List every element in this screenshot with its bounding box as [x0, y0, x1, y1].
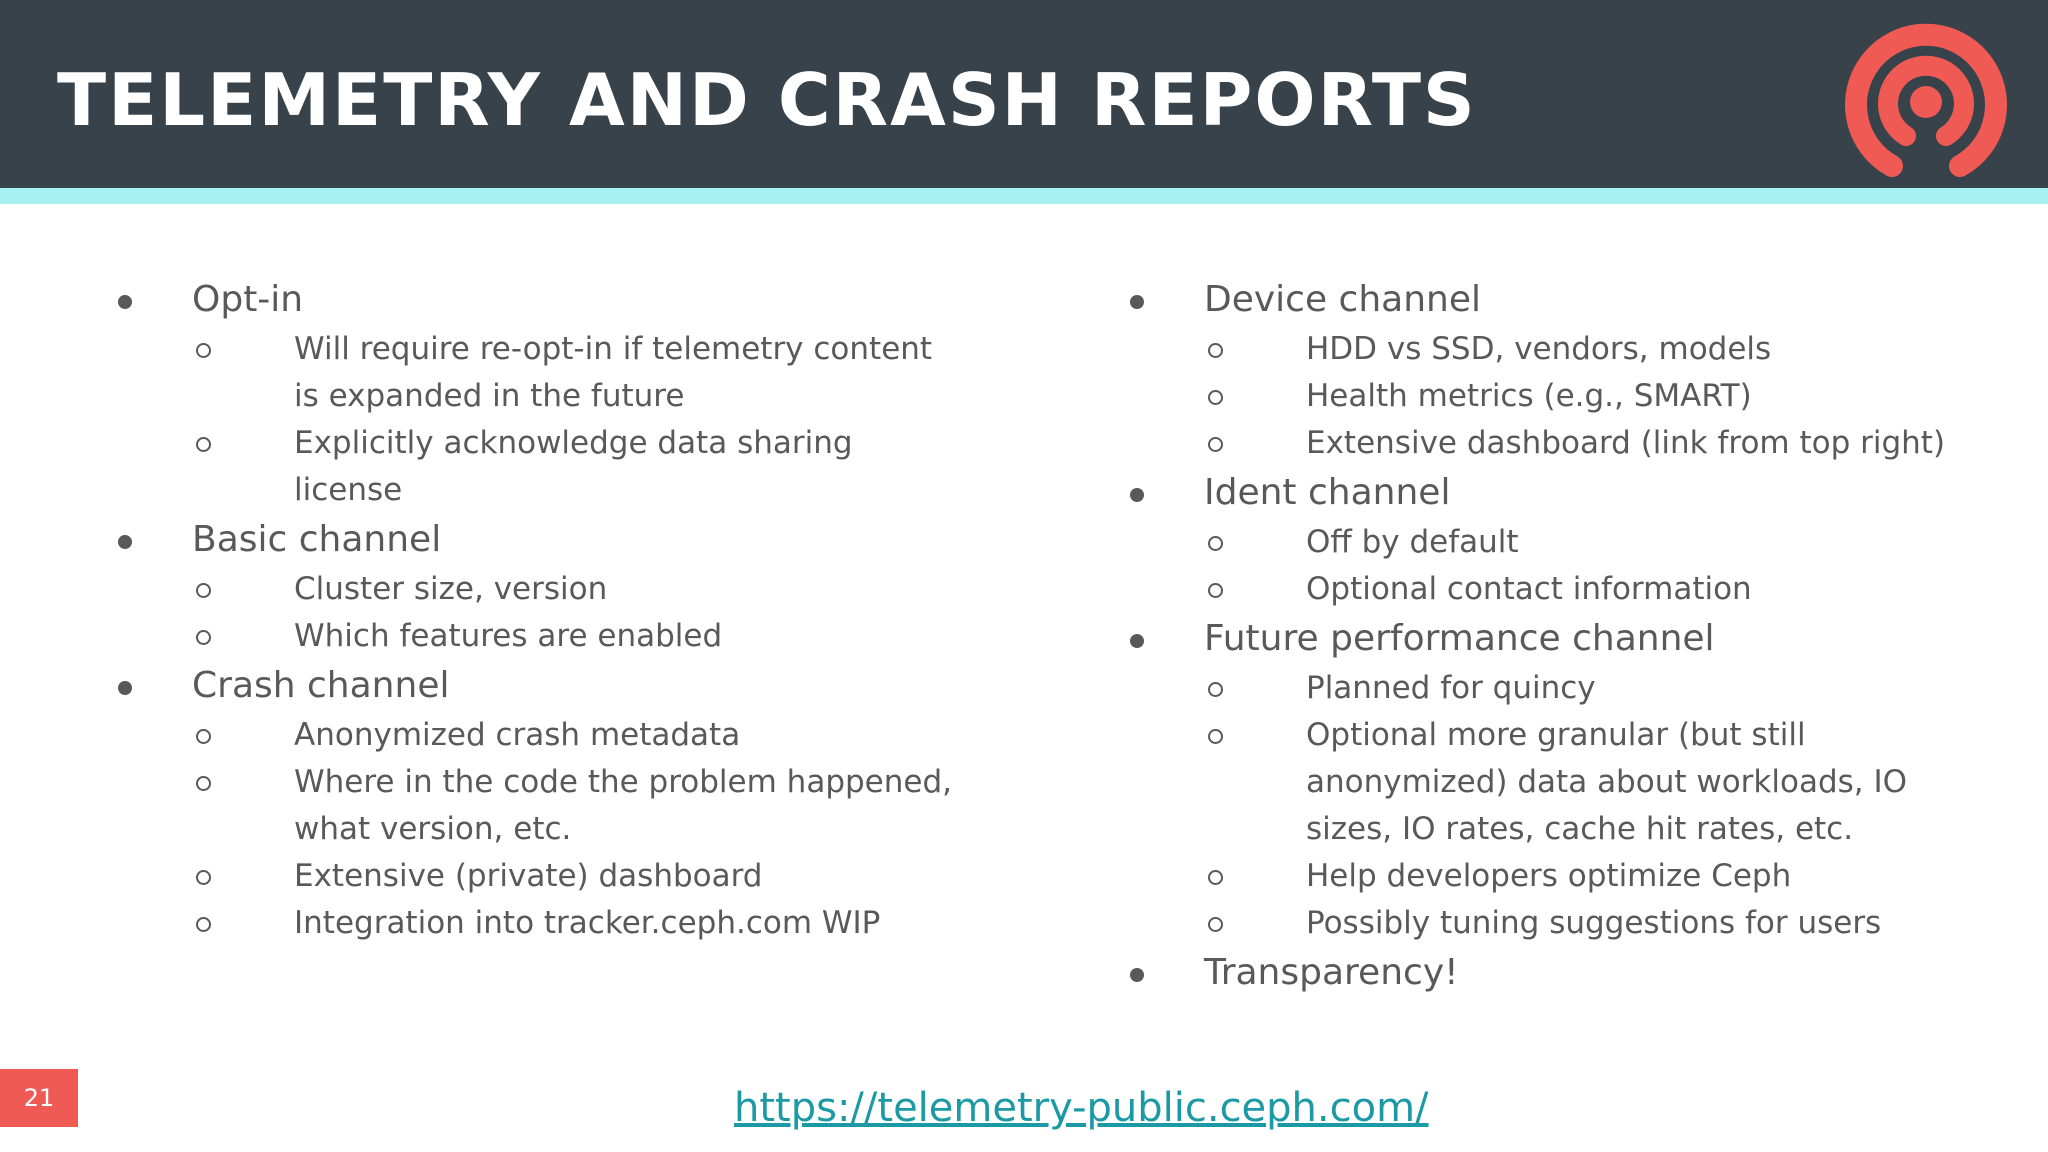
slide-title: TELEMETRY AND CRASH REPORTS — [57, 58, 1477, 142]
bullet-dot-icon — [1130, 488, 1144, 502]
sub-bullet-item — [1204, 900, 2008, 947]
sub-bullet-item — [1204, 566, 2008, 613]
bullet-dot-icon — [1130, 968, 1144, 982]
bullet-dot-icon — [118, 535, 132, 549]
hollow-circle-bullet-icon — [196, 870, 211, 885]
hollow-circle-bullet-icon — [1208, 390, 1223, 405]
sub-bullet-item — [1204, 373, 2008, 420]
sub-list — [192, 326, 956, 514]
sub-bullet-text: Where in the code the problem happened, — [294, 764, 952, 800]
sub-bullet-text: sizes, IO rates, cache hit rates, etc. — [1306, 811, 1854, 847]
sub-bullet-text: Health metrics (e.g., SMART) — [1306, 378, 1752, 414]
sub-bullet-text: Off by default — [1306, 524, 1519, 560]
bullet-item — [116, 514, 956, 660]
sub-bullet-text: Anonymized crash metadata — [294, 717, 741, 753]
header-stripe — [0, 188, 2048, 204]
hollow-circle-bullet-icon — [1208, 917, 1223, 932]
sub-bullet-item — [1204, 420, 2008, 467]
sub-bullet-item — [192, 326, 956, 420]
sub-bullet-item — [1204, 665, 2008, 712]
sub-bullet-item — [192, 566, 956, 613]
sub-bullet-text: Explicitly acknowledge data sharing — [294, 425, 853, 461]
sub-bullet-text: Which features are enabled — [294, 618, 723, 654]
sub-bullet-text: is expanded in the future — [294, 378, 685, 414]
bullet-label: Transparency! — [1204, 952, 1459, 993]
sub-list — [192, 712, 956, 947]
page-number: 21 — [0, 1069, 78, 1127]
bullet-item — [1128, 947, 2008, 999]
bullet-label: Future performance channel — [1204, 618, 1715, 659]
sub-bullet-text: Extensive (private) dashboard — [294, 858, 763, 894]
sub-bullet-item — [1204, 853, 2008, 900]
sub-bullet-text: Cluster size, version — [294, 571, 608, 607]
sub-bullet-item — [192, 613, 956, 660]
hollow-circle-bullet-icon — [196, 776, 211, 791]
sub-bullet-item — [1204, 712, 2008, 853]
bullet-item — [1128, 467, 2008, 613]
hollow-circle-bullet-icon — [1208, 437, 1223, 452]
hollow-circle-bullet-icon — [196, 343, 211, 358]
bullet-label: Ident channel — [1204, 472, 1451, 513]
sub-bullet-item — [192, 900, 956, 947]
hollow-circle-bullet-icon — [196, 583, 211, 598]
bullet-label: Basic channel — [192, 519, 442, 560]
sub-bullet-text: Optional contact information — [1306, 571, 1752, 607]
sub-bullet-item — [192, 712, 956, 759]
sub-list — [192, 566, 956, 660]
bullet-dot-icon — [1130, 634, 1144, 648]
sub-bullet-text: what version, etc. — [294, 811, 572, 847]
bullet-item — [116, 274, 956, 514]
sub-bullet-item — [1204, 519, 2008, 566]
bullet-item — [1128, 274, 2008, 467]
sub-list — [1204, 665, 2008, 947]
sub-bullet-text: Help developers optimize Ceph — [1306, 858, 1792, 894]
sub-bullet-text: anonymized) data about workloads, IO — [1306, 764, 1908, 800]
bullet-item — [1128, 613, 2008, 947]
left-column — [116, 274, 956, 947]
sub-bullet-text: license — [294, 472, 403, 508]
bullet-dot-icon — [118, 295, 132, 309]
right-column — [1128, 274, 2008, 999]
sub-bullet-item — [192, 420, 956, 514]
hollow-circle-bullet-icon — [1208, 870, 1223, 885]
hollow-circle-bullet-icon — [1208, 536, 1223, 551]
sub-bullet-text: Integration into tracker.ceph.com WIP — [294, 905, 881, 941]
bullet-label: Crash channel — [192, 665, 450, 706]
sub-bullet-item — [192, 759, 956, 853]
hollow-circle-bullet-icon — [196, 729, 211, 744]
sub-bullet-text: Optional more granular (but still — [1306, 717, 1806, 753]
hollow-circle-bullet-icon — [196, 630, 211, 645]
bullet-label: Device channel — [1204, 279, 1482, 320]
sub-bullet-item — [1204, 326, 2008, 373]
logo-center-dot — [1910, 86, 1942, 118]
sub-bullet-text: Possibly tuning suggestions for users — [1306, 905, 1882, 941]
hollow-circle-bullet-icon — [1208, 343, 1223, 358]
sub-bullet-text: Will require re-opt-in if telemetry content — [294, 331, 933, 367]
sub-list — [1204, 326, 2008, 467]
ceph-logo-icon — [1840, 14, 2012, 186]
hollow-circle-bullet-icon — [1208, 729, 1223, 744]
bullet-dot-icon — [1130, 295, 1144, 309]
sub-bullet-text: Extensive dashboard (link from top right) — [1306, 425, 1946, 461]
hollow-circle-bullet-icon — [1208, 583, 1223, 598]
hollow-circle-bullet-icon — [196, 917, 211, 932]
bullet-dot-icon — [118, 681, 132, 695]
bullet-label: Opt-in — [192, 279, 304, 320]
bullet-item — [116, 660, 956, 947]
hollow-circle-bullet-icon — [196, 437, 211, 452]
hollow-circle-bullet-icon — [1208, 682, 1223, 697]
telemetry-link[interactable]: https://telemetry-public.ceph.com/ — [734, 1085, 1429, 1131]
sub-list — [1204, 519, 2008, 613]
sub-bullet-text: Planned for quincy — [1306, 670, 1596, 706]
sub-bullet-item — [192, 853, 956, 900]
sub-bullet-text: HDD vs SSD, vendors, models — [1306, 331, 1772, 367]
